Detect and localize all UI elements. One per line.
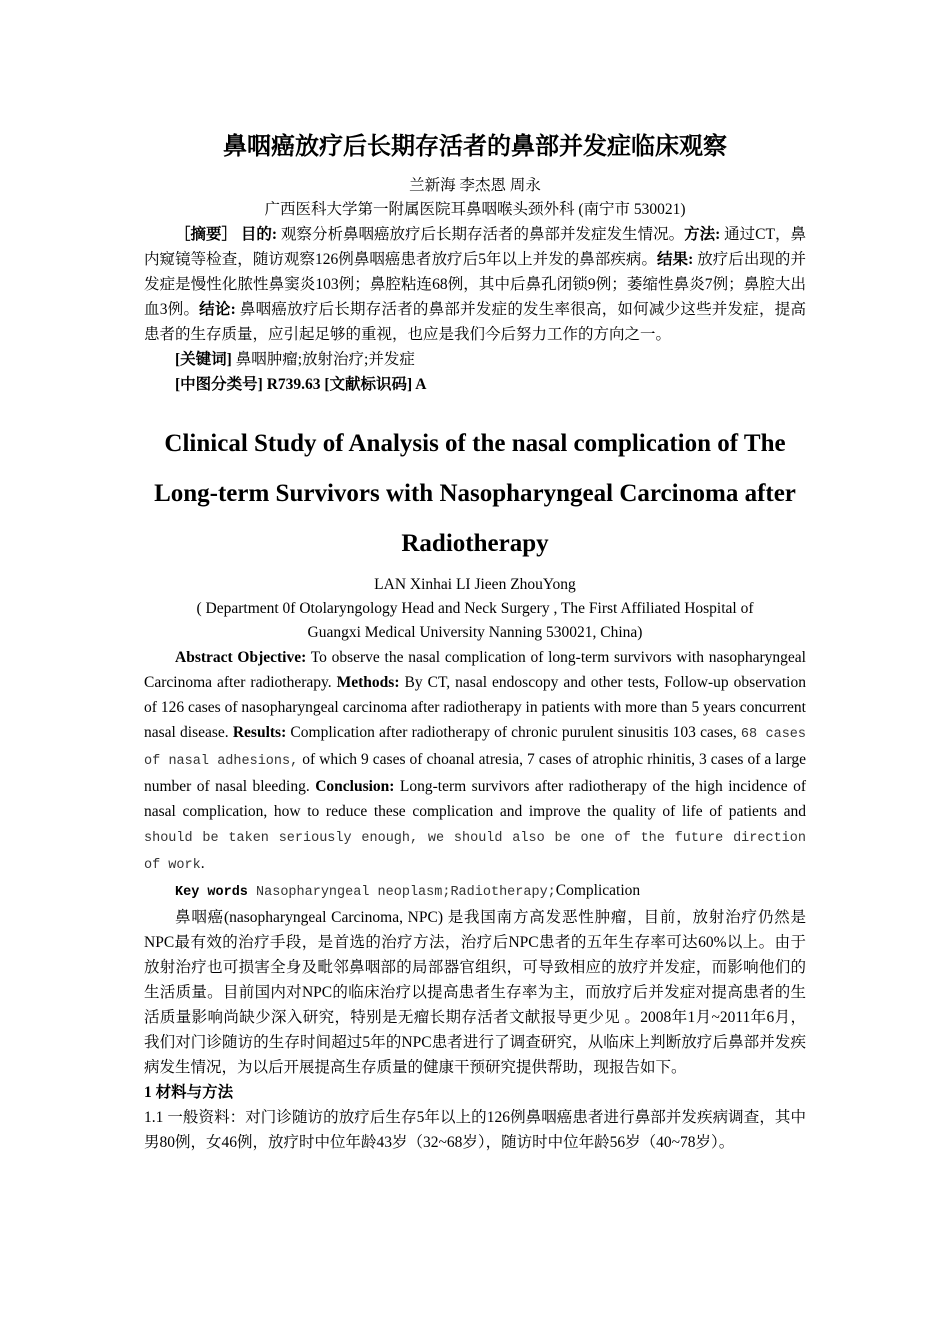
chinese-title: 鼻咽癌放疗后长期存活者的鼻部并发症临床观察 [223,132,727,160]
methods-text: 通过CT，鼻内窥镜等检查，随访观察126例鼻咽癌患者放疗后5年以上并发的鼻部疾病。 [144,226,806,268]
results-label: 结果: [657,251,694,268]
abstract-label: ［摘要］ [175,226,238,243]
chinese-affiliation: 广西医科大学第一附属医院耳鼻咽喉头颈外科 (南宁市 530021) [264,201,686,218]
objective-text: 观察分析鼻咽癌放疗后长期存活者的鼻部并发症发生情况。 [277,226,685,243]
section-1-heading: 1 材料与方法 [144,1084,234,1101]
english-keywords-label: Key words [175,885,248,900]
english-authors: LAN Xinhai LI Jieen ZhouYong [374,576,576,593]
chinese-abstract [144,222,806,347]
english-title: Clinical Study of Analysis of the nasal complication of The Long-term Survivors with Nasopharyngeal Carcinoma after Radiotherapy [154,430,796,557]
english-methods-label: Methods: [336,674,400,691]
objective-label: 目的: [240,226,278,243]
english-abstract-label: Abstract Objective: [175,649,307,666]
english-methods-text: By CT, nasal endoscopy and other tests, Follow-up observation of 126 cases of nasopharyngeal carcinoma after radiotherapy in patients with more than 5 years concurrent nasal disease. [144,674,806,741]
methods-label: 方法: [684,226,721,243]
english-results-label: Results: [232,724,287,741]
introduction-paragraph: 鼻咽癌(nasopharyngeal Carcinoma, NPC) 是我国南方高发恶性肿瘤，目前，放射治疗仍然是NPC最有效的治疗手段，是首选的治疗方法，治疗后NPC患者的五年生存率可达60%以上。由于放射治疗也可损害全身及毗邻鼻咽部的局部器官组织，可导致相应的放疗并发症，而影响他们的生活质量。目前国内对NPC的临床治疗以提高患者生存率为主，而放疗后并发症对提高患者的生活质量影响尚缺少深入研究，特别是无瘤长期存活者文献报导更少见 。2008年1月~2011年6月，我们对门诊随访的生存时间超过5年的NPC患者进行了调查研究，从临床上判断放疗后鼻部并发疾病发生情况，为以后开展提高生存质量的健康干预研究提供帮助，现报告如下。 [144,909,806,1076]
english-abstract [144,645,806,878]
chinese-keywords [144,347,806,372]
english-conclusion-text-mono: should be taken seriously enough, we should also be one of the future direction of work [144,831,806,873]
english-keywords-text: Nasopharyngeal neoplasm;Radiotherapy; [247,885,556,900]
keywords-text: 鼻咽肿瘤;放射治疗;并发症 [231,351,415,368]
keywords-label: [关键词] [175,351,232,368]
english-keywords-tail: Complication [555,882,641,899]
english-conclusion-label: Conclusion: [315,778,395,795]
results-text: 放疗后出现的并发症是慢性化脓性鼻窦炎103例；鼻腔粘连68例，其中后鼻孔闭锁9例；萎缩性鼻炎7例；鼻腔大出血3例。 [144,251,806,318]
section-1-1-paragraph: 1.1 一般资料：对门诊随访的放疗后生存5年以上的126例鼻咽癌患者进行鼻部并发疾病调查，其中男80例，女46例，放疗时中位年龄43岁（32~68岁），随访时中位年龄56岁（40~78岁）。 [144,1109,806,1151]
english-objective-text: To observe the nasal complication of long-term survivors with nasopharyngeal Carcinoma after radiotherapy. [144,649,806,691]
english-results-text-mono: 68 cases of nasal adhesions, [144,727,806,769]
english-conclusion-text-a: Long-term survivors after radiotherapy of the high incidence of nasal complication, how to reduce these complication and improve the quality of life of patients and [144,778,806,820]
classification-line: [中图分类号] R739.63 [文献标识码] A [175,376,427,393]
english-keywords [144,878,806,905]
english-results-text-b: of which 9 cases of choanal atresia, 7 cases of atrophic rhinitis, 3 cases of a large number of nasal bleeding. [144,751,806,795]
conclusion-text: 鼻咽癌放疗后长期存活者的鼻部并发症的发生率很高，如何减少这些并发症，提高患者的生存质量，应引起足够的重视，也应是我们今后努力工作的方向之一。 [144,301,806,343]
english-affiliation-line-1: ( Department 0f Otolaryngology Head and Neck Surgery , The First Affiliated Hospital of [196,600,754,617]
chinese-authors: 兰新海 李杰恩 周永 [409,177,541,194]
english-affiliation-line-2: Guangxi Medical University Nanning 530021, China) [307,624,643,641]
english-conclusion-end: . [200,855,205,872]
english-results-text-a: Complication after radiotherapy of chronic purulent sinusitis 103 cases, [286,724,741,741]
conclusion-label: 结论: [199,301,236,318]
paper-content [144,128,806,1155]
